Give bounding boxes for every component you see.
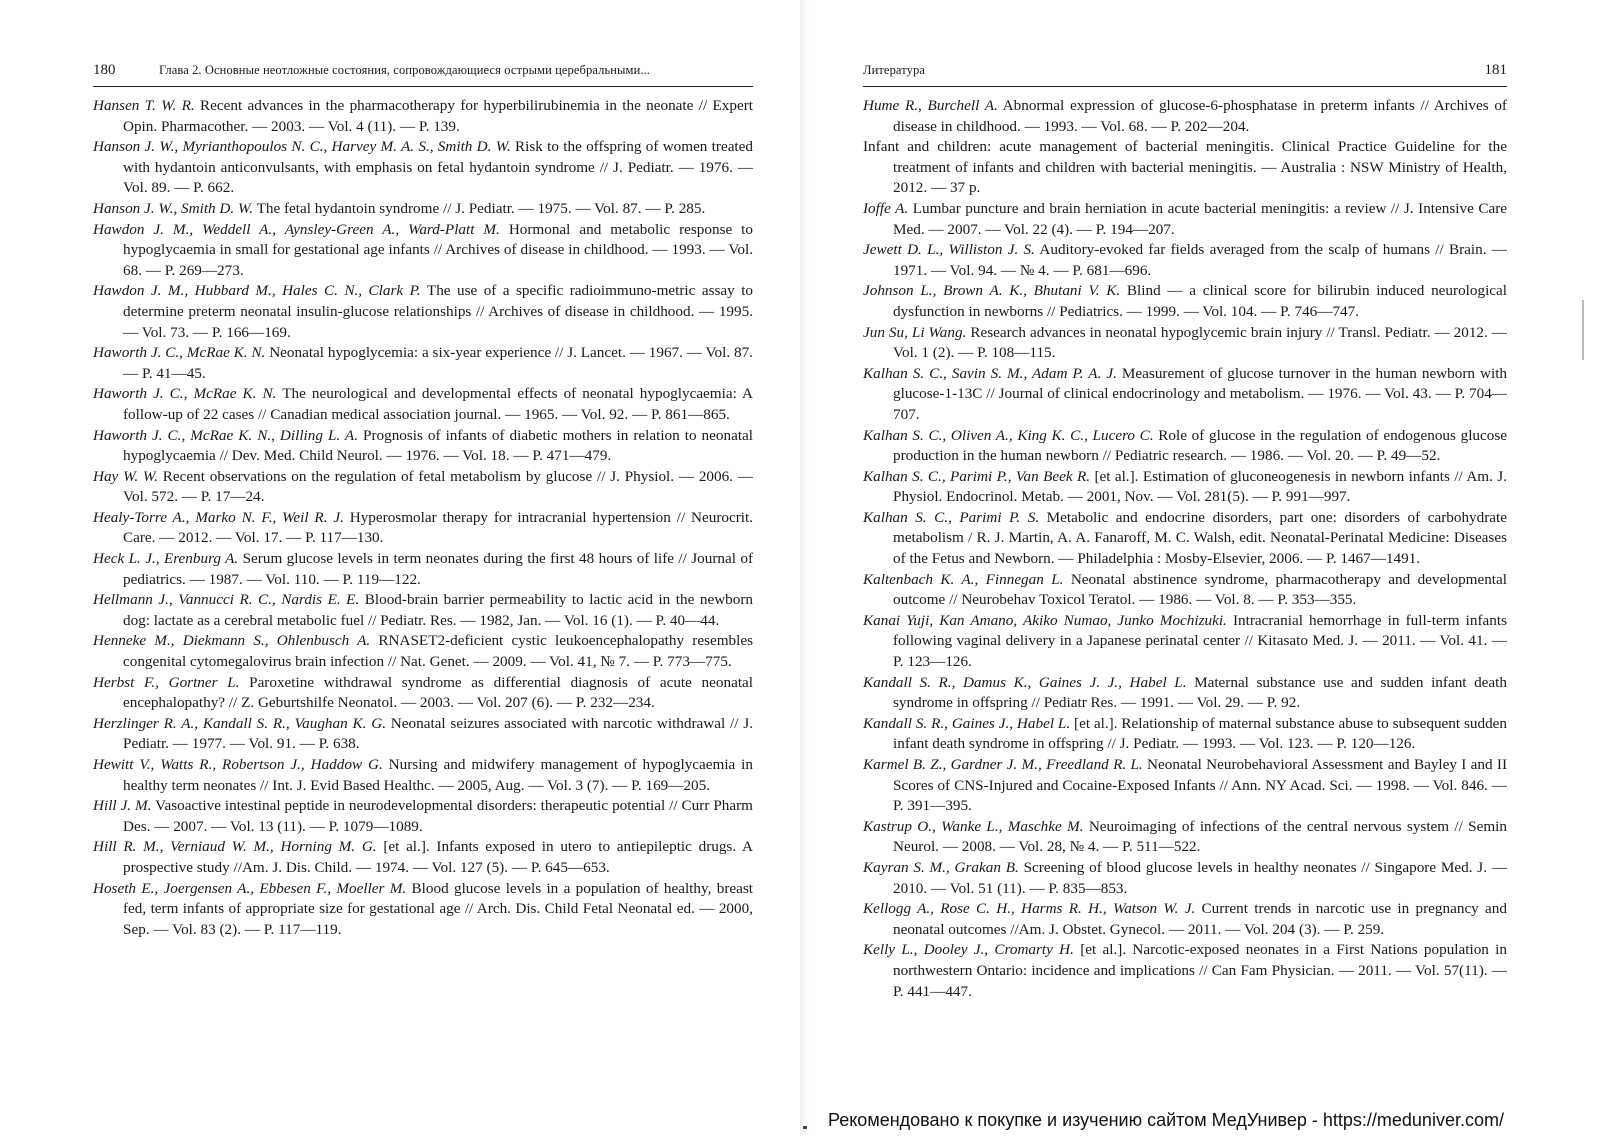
reference-entry xyxy=(863,467,1507,508)
reference-text: [et al.]. Narcotic-exposed neonates in a First Nations population in northwestern Ontario: incidence and implications // Can Fam Physician. — 2011. — Vol. 57(11). — P. 441—447. xyxy=(893,941,1507,1000)
reference-entry xyxy=(93,837,753,878)
scan-mark xyxy=(803,1126,807,1129)
reference-entry xyxy=(93,673,753,714)
reference-authors: Haworth J. C., McRae K. N., Dilling L. A. xyxy=(93,426,358,444)
reference-entry xyxy=(93,508,753,549)
reference-text: Research advances in neonatal hypoglycemic brain injury // Transl. Pediatr. — 2012. — Vol. 1 (2). — P. 108—115. xyxy=(893,323,1507,362)
reference-text: Measurement of glucose turnover in the human newborn with glucose-1-13C // Journal of clinical endocrinology and metabolism. — 1976. — Vol. 43. — P. 704—707. xyxy=(893,364,1508,423)
left-running-title: Глава 2. Основные неотложные состояния, сопровождающиеся острыми церебральными... xyxy=(159,63,651,77)
reference-authors: Hill J. M. xyxy=(93,797,152,815)
reference-text: Current trends in narcotic use in pregnancy and neonatal outcomes //Am. J. Obstet. Gynecol. — 2011. — Vol. 204 (3). — P. 259. xyxy=(893,900,1507,938)
reference-text: Lumbar puncture and brain herniation in acute bacterial meningitis: a review // J. Intensive Care Med. — 2007. — Vol. 22 (4). — P. 194—207. xyxy=(893,199,1507,238)
reference-authors: Herzlinger R. A., Kandall S. R., Vaughan K. G. xyxy=(93,714,386,732)
reference-entry xyxy=(93,137,753,199)
reference-entry xyxy=(93,755,753,796)
reference-entry xyxy=(93,343,753,384)
reference-authors: Jewett D. L., Williston J. S. xyxy=(863,241,1035,259)
reference-text: Serum glucose levels in term neonates during the first 48 hours of life // Journal of pediatrics. — 1987. — Vol. 110. — P. 119—122. xyxy=(123,550,754,588)
reference-authors: Hawdon J. M., Weddell A., Aynsley-Green A., Ward-Platt M. xyxy=(93,220,500,238)
reference-authors: Kandall S. R., Gaines J., Habel L. xyxy=(863,714,1071,732)
reference-authors: Jun Su, Li Wang. xyxy=(863,323,967,341)
reference-authors: Kalhan S. C., Parimi P. S. xyxy=(863,508,1040,526)
reference-entry xyxy=(863,817,1507,858)
left-header-rule xyxy=(93,86,753,87)
reference-authors: Ioffe A. xyxy=(863,199,909,217)
reference-entry xyxy=(863,364,1507,426)
reference-authors: Heck L. J., Erenburg A. xyxy=(93,550,239,568)
reference-authors: Kastrup O., Wanke L., Maschke M. xyxy=(863,817,1084,835)
reference-entry xyxy=(863,508,1507,570)
reference-text: The neurological and developmental effects of neonatal hypoglycaemia: A follow-up of 22 cases // Canadian medical association journal. — 1965. — Vol. 92. — P. 861—865. xyxy=(123,385,753,423)
reference-entry xyxy=(863,611,1507,673)
reference-authors: Hawdon J. M., Hubbard M., Hales C. N., Clark P. xyxy=(93,282,421,300)
reference-text: The use of a specific radioimmuno-metric assay to determine preterm neonatal insulin-glucose relationships // Archives of disease in childhood. — 1995. — Vol. 73. — P. 166—169. xyxy=(123,282,754,341)
reference-entry xyxy=(863,673,1507,714)
reference-authors: Hume R., Burchell A. xyxy=(863,97,998,114)
reference-text: [et al.]. Estimation of gluconeogenesis in newborn infants // Am. J. Physiol. Endocrinol. Metab. — 2001, Nov. — Vol. 281(5). — P. 991—997. xyxy=(893,467,1507,506)
left-reference-list xyxy=(93,96,753,940)
reference-entry xyxy=(93,96,753,137)
reference-text: Hormonal and metabolic response to hypoglycaemia in small for gestational age infants // Archives of disease in childhood. — 1993. — Vol. 68. — P. 269—273. xyxy=(123,220,753,279)
reference-entry xyxy=(93,199,753,220)
reference-authors: Henneke M., Diekmann S., Ohlenbusch A. xyxy=(93,632,371,650)
reference-authors: Kelly L., Dooley J., Cromarty H. xyxy=(863,941,1074,959)
left-running-head xyxy=(93,62,753,82)
reference-authors: Kellogg A., Rose C. H., Harms R. H., Watson W. J. xyxy=(863,900,1196,918)
reference-text: Metabolic and endocrine disorders, part one: disorders of carbohydrate metabolism / R. J. Martin, A. A. Fanaroff, M. C. Walsh, edit. Neonatal-Perinatal Medicine: Diseases of the Fetus and Newborn. — Philadelphia : Mosby-Elsevier, 2006. — P. 1467—1491. xyxy=(893,508,1507,568)
right-running-head xyxy=(863,62,1507,82)
reference-entry xyxy=(863,240,1507,281)
reference-entry xyxy=(93,879,753,941)
reference-text: Blind — a clinical score for bilirubin induced neurological dysfunction in newborns // Pediatrics. — 1999. — Vol. 104. — P. 746—747. xyxy=(893,282,1507,320)
right-page-number: 181 xyxy=(1484,62,1507,78)
reference-entry xyxy=(93,796,753,837)
reference-authors: Healy-Torre A., Marko N. F., Weil R. J. xyxy=(93,508,344,526)
reference-authors: Kalhan S. C., Parimi P., Van Beek R. xyxy=(863,467,1091,485)
reference-authors: Hanson J. W., Myrianthopoulos N. C., Harvey M. A. S., Smith D. W. xyxy=(93,138,511,156)
reference-text: Maternal substance use and sudden infant death syndrome in offspring // Pediatr Res. — 1991. — Vol. 29. — P. 92. xyxy=(893,673,1507,712)
reference-authors: Hill R. M., Verniaud W. M., Horning M. G. xyxy=(93,838,377,856)
reference-text: Neuroimaging of infections of the central nervous system // Semin Neurol. — 2008. — Vol. 28, № 4. — P. 511—522. xyxy=(893,817,1507,856)
reference-authors: Haworth J. C., McRae K. N. xyxy=(93,385,277,403)
reference-text: Paroxetine withdrawal syndrome as differential diagnosis of acute neonatal encephalopathy? // Z. Geburtshilfe Neonatol. — 2003. — Vol. 207 (6). — P. 232—234. xyxy=(123,673,753,712)
reference-text: Prognosis of infants of diabetic mothers in relation to neonatal hypoglycaemia // Dev. Med. Child Neurol. — 1976. — Vol. 18. — P. 471—479. xyxy=(123,426,753,465)
reference-entry xyxy=(863,858,1507,899)
reference-text: Neonatal Neurobehavioral Assessment and Bayley I and II Scores of CNS-Injured and Cocaine-Exposed Infants // Ann. NY Acad. Sci. — 1998. — Vol. 846. — P. 391—395. xyxy=(893,756,1507,815)
reference-text: [et al.]. Infants exposed in utero to antiepileptic drugs. A prospective study //Am. J. Dis. Child. — 1974. — Vol. 127 (5). — P. 645—653. xyxy=(123,838,753,876)
reference-text: Neonatal hypoglycemia: a six-year experience // J. Lancet. — 1967. — Vol. 87. — P. 41—45. xyxy=(123,344,753,382)
reference-authors: Kalhan S. C., Savin S. M., Adam P. A. J. xyxy=(863,364,1117,382)
reference-entry xyxy=(863,426,1507,467)
reference-authors: Hewitt V., Watts R., Robertson J., Haddow G. xyxy=(93,756,383,773)
reference-entry xyxy=(863,96,1507,137)
reference-entry xyxy=(863,281,1507,322)
reference-entry xyxy=(863,323,1507,364)
reference-entry xyxy=(863,570,1507,611)
reference-authors: Herbst F., Gortner L. xyxy=(93,673,240,691)
reference-text: Risk to the offspring of women treated with hydantoin anticonvulsants, with emphasis on fetal hydantoin syndrome // J. Pediatr. — 1976. — Vol. 89. — P. 662. xyxy=(123,138,753,197)
reference-text: RNASET2-deficient cystic leukoencephalopathy resembles congenital cytomegalovirus brain infection // Nat. Genet. — 2009. — Vol. 41, № 7. — P. 773—775. xyxy=(123,632,753,671)
reference-entry xyxy=(863,755,1507,817)
reference-authors: Johnson L., Brown A. K., Bhutani V. K. xyxy=(863,282,1121,300)
reference-text: Recent advances in the pharmacotherapy for hyperbilirubinemia in the neonate // Expert Opin. Pharmacother. — 2003. — Vol. 4 (11). — P. 139. xyxy=(123,97,753,135)
reference-authors: Hay W. W. xyxy=(93,467,158,485)
reference-text: Infant and children: acute management of bacterial meningitis. Clinical Practice Guideline for the treatment of infants and children with bacterial meningitis. — Australia : NSW Ministry of Health, 2012. — 37 p. xyxy=(863,138,1507,197)
reference-authors: Hellmann J., Vannucci R. C., Nardis E. E. xyxy=(93,591,360,609)
reference-text: Vasoactive intestinal peptide in neurodevelopmental disorders: therapeutic potential // Curr Pharm Des. — 2007. — Vol. 13 (11). — P. 1079—1089. xyxy=(123,797,753,835)
reference-authors: Kaltenbach K. A., Finnegan L. xyxy=(863,570,1064,588)
reference-entry xyxy=(863,714,1507,755)
reference-entry xyxy=(863,899,1507,940)
reference-text: Hyperosmolar therapy for intracranial hypertension // Neurocrit. Care. — 2012. — Vol. 17. — P. 117—130. xyxy=(123,508,753,547)
reference-authors: Kandall S. R., Damus K., Gaines J. J., Habel L. xyxy=(863,673,1187,691)
reference-text: Screening of blood glucose levels in healthy neonates // Singapore Med. J. — 2010. — Vol. 51 (11). — P. 835—853. xyxy=(893,858,1507,897)
right-header-rule xyxy=(863,86,1507,87)
reference-authors: Karmel B. Z., Gardner J. M., Freedland R. L. xyxy=(863,756,1143,773)
reference-text: Recent observations on the regulation of fetal metabolism by glucose // J. Physiol. — 2006. — Vol. 572. — P. 17—24. xyxy=(123,467,753,506)
reference-entry xyxy=(93,549,753,590)
right-running-title: Литература xyxy=(863,63,925,77)
reference-text: [et al.]. Relationship of maternal substance abuse to subsequent sudden infant death syndrome in offspring // J. Pediatr. — 1993. — Vol. 123. — P. 120—126. xyxy=(893,714,1507,753)
reference-entry xyxy=(93,467,753,508)
watermark-footer: Рекомендовано к покупке и изучению сайтом МедУнивер - https://meduniver.com/ xyxy=(828,1110,1504,1130)
page-edge-mark xyxy=(1582,300,1584,360)
reference-authors: Kanai Yuji, Kan Amano, Akiko Numao, Junko Mochizuki. xyxy=(863,611,1227,629)
reference-authors: Hansen T. W. R. xyxy=(93,97,195,114)
reference-entry xyxy=(93,714,753,755)
left-page-number: 180 xyxy=(93,62,116,78)
reference-text: Nursing and midwifery management of hypoglycaemia in healthy term neonates // Int. J. Evid Based Healthc. — 2005, Aug. — Vol. 3 (7). — P. 169—205. xyxy=(123,756,753,794)
reference-text: Abnormal expression of glucose-6-phosphatase in preterm infants // Archives of disease in childhood. — 1993. — Vol. 68. — P. 202—204. xyxy=(893,97,1507,135)
reference-authors: Hanson J. W., Smith D. W. xyxy=(93,199,254,217)
reference-text: Auditory-evoked far fields averaged from the scalp of humans // Brain. — 1971. — Vol. 94. — № 4. — P. 681—696. xyxy=(893,241,1507,279)
reference-text: Blood-brain barrier permeability to lactic acid in the newborn dog: lactate as a cerebral metabolic fuel // Pediatr. Res. — 1982, Jan. — Vol. 16 (1). — P. 40—44. xyxy=(123,591,753,629)
right-reference-list xyxy=(863,96,1507,1002)
reference-entry xyxy=(93,220,753,282)
reference-authors: Haworth J. C., McRae K. N. xyxy=(93,344,266,362)
reference-text: Neonatal seizures associated with narcotic withdrawal // J. Pediatr. — 1977. — Vol. 91. — P. 638. xyxy=(123,714,753,753)
reference-text: Intracranial hemorrhage in full-term infants following vaginal delivery in a Japanese perinatal center // Kitasato Med. J. — 2011. — Vol. 41. — P. 123—126. xyxy=(893,611,1507,671)
reference-authors: Kalhan S. C., Oliven A., King K. C., Lucero C. xyxy=(863,426,1154,444)
reference-text: Blood glucose levels in a population of healthy, breast fed, term infants of appropriate size for gestational age // Arch. Dis. Child Fetal Neonatal ed. — 2000, Sep. — Vol. 83 (2). — P. 117—119. xyxy=(123,879,753,938)
reference-entry xyxy=(863,940,1507,1002)
reference-entry xyxy=(863,137,1507,199)
reference-text: Neonatal abstinence syndrome, pharmacotherapy and developmental outcome // Neurobehav Toxicol Teratol. — 1986. — Vol. 8. — P. 353—355. xyxy=(893,570,1507,609)
reference-entry xyxy=(863,199,1507,240)
reference-authors: Hoseth E., Joergensen A., Ebbesen F., Moeller M. xyxy=(93,879,407,897)
right-page xyxy=(800,0,1600,1136)
reference-entry xyxy=(93,384,753,425)
reference-entry xyxy=(93,590,753,631)
reference-entry xyxy=(93,426,753,467)
reference-entry xyxy=(93,281,753,343)
reference-text: Role of glucose in the regulation of endogenous glucose production in the human newborn // Pediatric research. — 1986. — Vol. 20. — P. 49—52. xyxy=(893,426,1508,465)
reference-text: The fetal hydantoin syndrome // J. Pediatr. — 1975. — Vol. 87. — P. 285. xyxy=(253,199,706,217)
reference-entry xyxy=(93,631,753,672)
reference-authors: Kayran S. M., Grakan B. xyxy=(863,858,1019,876)
